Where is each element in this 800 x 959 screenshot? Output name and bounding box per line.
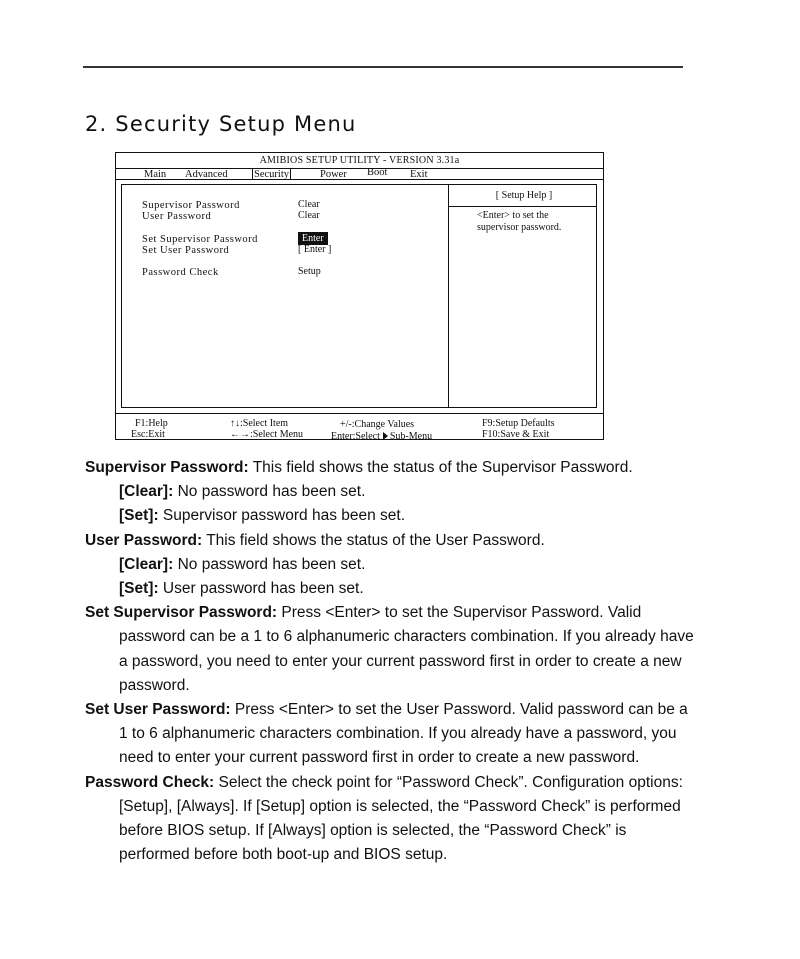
footer-change-values: +/-:Change Values (340, 419, 415, 430)
option-set-supervisor-password-value[interactable]: Enter (298, 232, 328, 245)
menu-exit[interactable]: Exit (410, 169, 428, 180)
desc-user-password (85, 529, 695, 553)
desc-supervisor-password-term: Supervisor Password: (85, 459, 249, 476)
menu-advanced[interactable]: Advanced (185, 169, 228, 180)
desc-user-set-term: [Set]: (119, 580, 159, 598)
desc-supervisor-password (85, 456, 695, 480)
option-password-check-value[interactable]: Setup (298, 266, 321, 277)
desc-set-user-password (85, 698, 695, 771)
desc-user-password-term: User Password: (85, 531, 203, 549)
option-set-user-password-value[interactable]: [ Enter ] (298, 244, 332, 255)
desc-set-supervisor-password (85, 601, 695, 698)
desc-supervisor-set-text: Supervisor password has been set. (158, 507, 406, 525)
header-rule (83, 66, 683, 68)
desc-supervisor-clear-term: [Clear]: (119, 483, 174, 501)
desc-user-set-text: User password has been set. (158, 580, 364, 598)
desc-set-supervisor-password-term: Set Supervisor Password: (85, 604, 278, 622)
desc-user-clear-term: [Clear]: (119, 555, 174, 573)
footer-esc-exit: Esc:Exit (131, 429, 165, 440)
desc-user-set (85, 577, 695, 601)
desc-user-clear-text: No password has been set. (173, 555, 366, 573)
desc-password-check-text: Select the check point for “Password Check”. Configuration options: [Setup], [Always]. If [Setup] option is selected, the “Password Check” is performed before BIOS setup. If [Always] option is selected, the “Password Check” is performed before both boot-up and BIOS setup. (119, 773, 683, 864)
option-supervisor-password-value: Clear (298, 199, 320, 210)
desc-set-user-password-term: Set User Password: (85, 701, 231, 719)
desc-supervisor-set (85, 504, 695, 528)
desc-password-check (85, 771, 695, 868)
footer-select-item: ↑↓:Select Item (230, 418, 289, 429)
help-panel-divider (448, 185, 449, 407)
option-password-check-label[interactable]: Password Check (142, 267, 219, 278)
footer-f1-help: F1:Help (135, 418, 168, 429)
menu-boot[interactable]: Boot (367, 167, 388, 178)
menu-security[interactable]: Security (254, 169, 289, 180)
bios-screenshot (115, 152, 604, 440)
help-text (477, 210, 592, 234)
triangle-right-icon (383, 432, 388, 440)
footer-enter-select (331, 431, 432, 442)
desc-password-check-term: Password Check: (85, 773, 215, 791)
desc-set-supervisor-password-text: Press <Enter> to set the Supervisor Password. Valid password can be a 1 to 6 alphanumeric characters combination. If you already have a password, you need to enter your current password first in order to create a new password. (119, 604, 694, 694)
option-user-password-value: Clear (298, 210, 320, 221)
bios-menu-divider (116, 179, 603, 180)
menu-main[interactable]: Main (144, 169, 167, 180)
desc-supervisor-clear-text: No password has been set. (173, 483, 366, 501)
option-set-user-password-label[interactable]: Set User Password (142, 245, 230, 256)
desc-user-clear (85, 553, 695, 577)
option-user-password-label[interactable]: User Password (142, 211, 212, 222)
bios-content-panel (121, 184, 597, 408)
help-line-2: supervisor password. (477, 222, 562, 233)
help-title-divider (449, 206, 596, 207)
option-supervisor-password-label[interactable]: Supervisor Password (142, 200, 240, 211)
help-line-1: <Enter> to set the (477, 210, 549, 221)
bios-footer-divider (116, 413, 603, 414)
section-title: 2. Security Setup Menu (85, 112, 357, 136)
option-set-supervisor-password-label[interactable]: Set Supervisor Password (142, 234, 258, 245)
bios-title: AMIBIOS SETUP UTILITY - VERSION 3.31a (259, 155, 460, 166)
footer-select-menu: ←→:Select Menu (230, 429, 304, 440)
footer-f10-save-exit: F10:Save & Exit (482, 429, 550, 440)
desc-user-password-text: This field shows the status of the User Password. (202, 531, 545, 549)
footer-f9-defaults: F9:Setup Defaults (482, 418, 555, 429)
desc-supervisor-set-term: [Set]: (119, 507, 159, 525)
footer-enter-select-label: Enter:Select (331, 431, 380, 442)
desc-supervisor-clear (85, 480, 695, 504)
desc-supervisor-password-text: This field shows the status of the Supervisor Password. (248, 459, 633, 476)
description-section (85, 456, 695, 867)
footer-sub-menu-label: Sub-Menu (389, 431, 433, 442)
help-title: [ Setup Help ] (495, 190, 553, 201)
menu-power[interactable]: Power (320, 169, 347, 180)
desc-set-user-password-text: Press <Enter> to set the User Password. Valid password can be a 1 to 6 alphanumeric characters combination. If you already have a password, you need to enter your current password first in order to create a new password. (119, 701, 688, 767)
